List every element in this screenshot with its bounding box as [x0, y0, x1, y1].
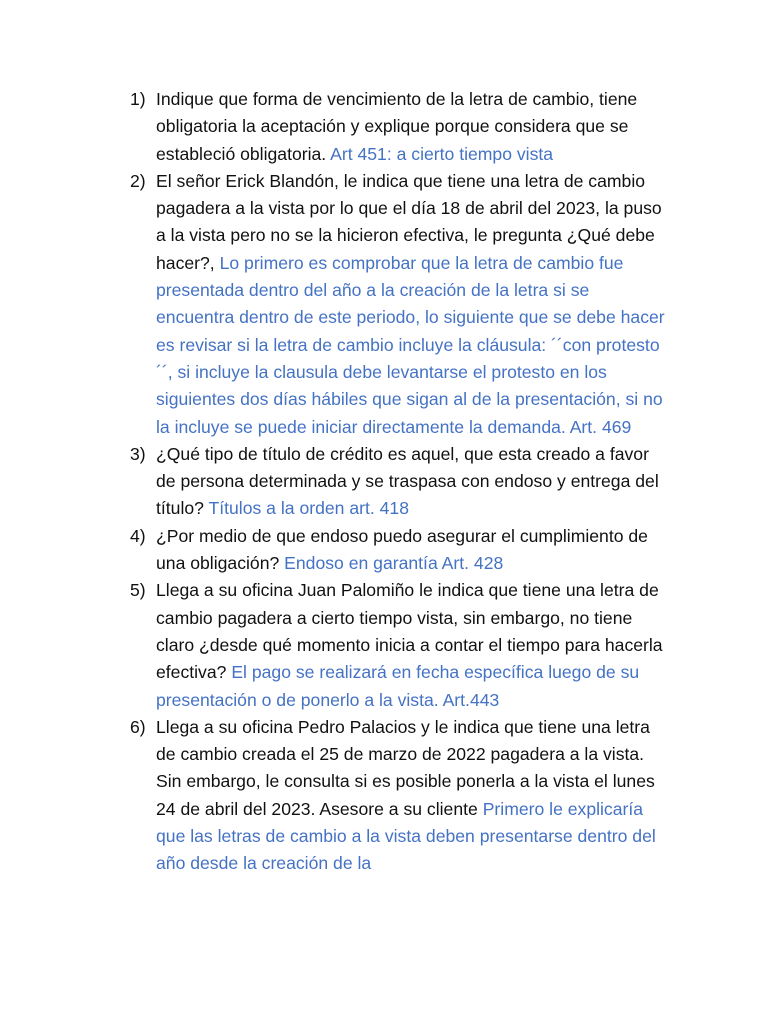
- question-item-5: [130, 577, 670, 713]
- question-text: Indique que forma de vencimiento de la letra de cambio, tiene obligatoria la aceptación y explique porque considera que se estableció obligatoria.: [156, 89, 638, 164]
- question-number: 1): [130, 89, 146, 109]
- answer-text: Endoso en garantía Art. 428: [284, 553, 504, 574]
- question-item-4: [130, 523, 670, 578]
- question-number: 5): [130, 580, 146, 601]
- answer-text: Primero le explicaría que las letras de cambio a la vista deben presentarse dentro del año desde la creación de la: [156, 798, 656, 874]
- question-number: 4): [130, 525, 146, 546]
- answer-text: Art 451: a cierto tiempo vista: [330, 143, 554, 164]
- answer-text: El pago se realizará en fecha específica luego de su presentación o de ponerlo a la vista. Art.443: [156, 662, 640, 710]
- question-text: ¿Qué tipo de título de crédito es aquel, que esta creado a favor de persona determinada y se traspasa con endoso y entrega del título?: [156, 443, 659, 519]
- question-number: 3): [130, 443, 146, 464]
- question-text: ¿Por medio de que endoso puedo asegurar el cumplimiento de una obligación?: [156, 525, 648, 574]
- answer-text: Lo primero es comprobar que la letra de cambio fue presentada dentro del año a la creación de la letra si se encuentra dentro de este periodo, lo siguiente que se debe hacer es revisar si la letra de cambio incluye la cláusula: ´´con protesto´´, si incluye la clausula debe levantarse el protesto en los siguientes dos días hábiles que sigan al de la presentación, si no la incluye se puede iniciar directamente la demanda. Art. 469: [156, 252, 665, 437]
- question-text: El señor Erick Blandón, le indica que tiene una letra de cambio pagadera a la vista por lo que el día 18 de abril del 2023, la puso a la vista pero no se la hicieron efectiva, le pregunta ¿Qué debe hacer?,: [156, 170, 662, 273]
- question-number: 6): [130, 716, 146, 737]
- answer-text: Títulos a la orden art. 418: [208, 498, 409, 519]
- question-list: [130, 86, 670, 878]
- question-item-6: [130, 714, 670, 878]
- question-text: Llega a su oficina Pedro Palacios y le indica que tiene una letra de cambio creada el 25 de marzo de 2022 pagadera a la vista. Sin embargo, le consulta si es posible ponerla a la vista el lunes 24 de abril del 2023. Asesore a su cliente: [156, 716, 655, 819]
- question-item-1: [130, 86, 670, 168]
- question-item-3: [130, 441, 670, 523]
- question-number: 2): [130, 170, 146, 191]
- question-item-2: [130, 168, 670, 441]
- question-text: Llega a su oficina Juan Palomiño le indica que tiene una letra de cambio pagadera a cierto tiempo vista, sin embargo, no tiene claro ¿desde qué momento inicia a contar el tiempo para hacerla efectiva?: [156, 580, 663, 683]
